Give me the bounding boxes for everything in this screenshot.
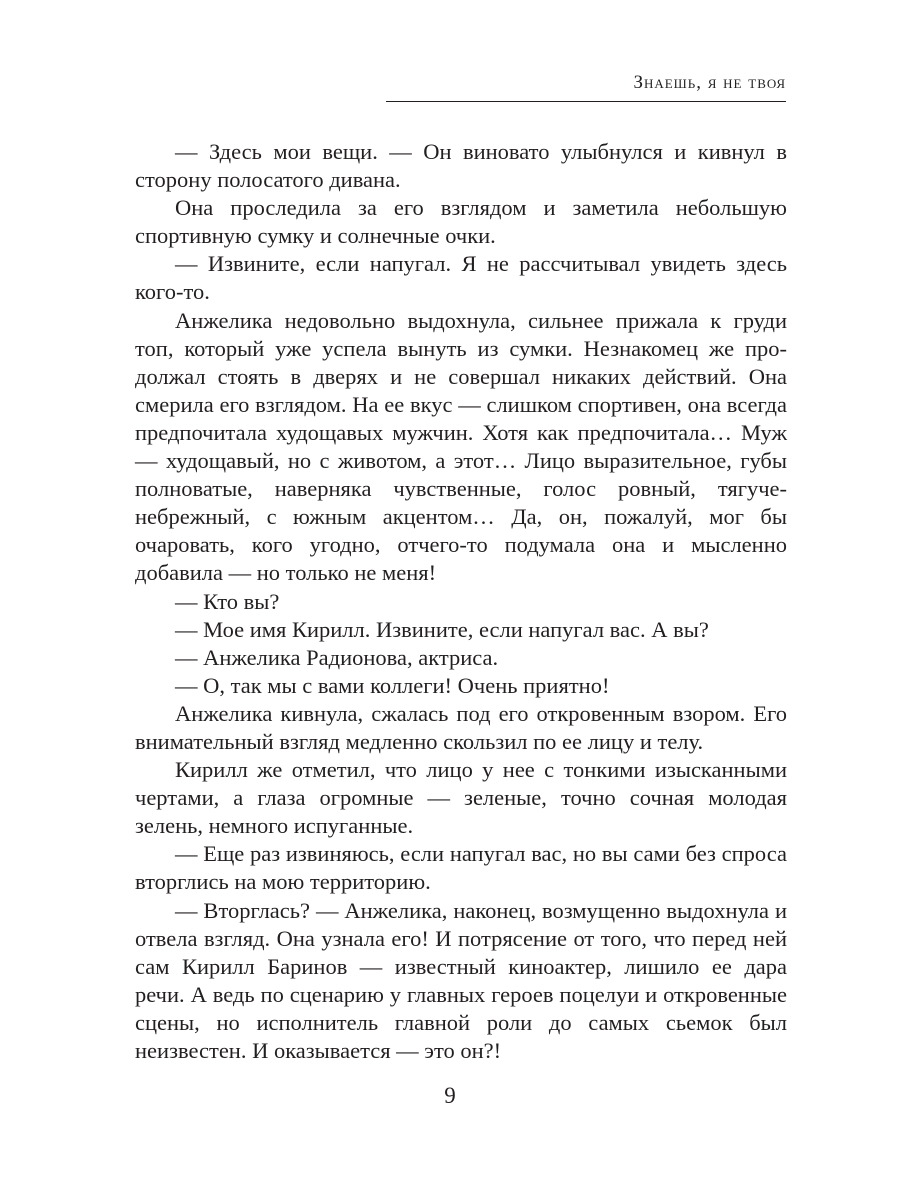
page-number: 9 — [444, 1083, 456, 1108]
paragraph: — Здесь мои вещи. — Он виновато улыбнулся и кивнул в сторону полосатого дивана. — [135, 139, 787, 193]
body-text — [135, 138, 787, 1065]
paragraph: — Еще раз извиняюсь, если напугал вас, но вы сами без спроса вторглись на мою территорию. — [135, 841, 787, 895]
paragraph: — Вторглась? — Анжелика, наконец, возмущенно выдохнула и отвела взгляд. Она узнала его! И потрясение от того, что перед ней сам Кирилл Баринов — известный киноактер, лишило ее дара речи. А ведь по сценарию у главных героев поцелуи и откровенные сцены, но исполнитель главной роли до самых сьемок был неизвестен. И оказывается — это он?! — [135, 897, 787, 1063]
paragraph: Анжелика кивнула, сжалась под его откровенным взором. Его внимательный взгляд медленно скользил по ее лицу и телу. — [135, 700, 787, 754]
paragraph: — О, так мы с вами коллеги! Очень приятно! — [175, 672, 610, 698]
paragraph: — Кто вы? — [175, 588, 280, 614]
running-header: Знаешь, я не твоя — [633, 72, 786, 93]
paragraph: — Анжелика Радионова, актриса. — [175, 644, 499, 670]
paragraph: Анжелика недовольно выдохнула, сильнее прижала к груди топ, который уже успела вынуть из сумки. Незнакомец же продолжал стоять в дверях и не совершал никаких действий. Она смерила его взглядом. На ее вкус — слишком спортивен, она всегда предпочитала худощавых мужчин. Хотя как предпочитала… Муж — худощавый, но с животом, а этот… Лицо выразительное, губы полноватые, наверняка чувственные, голос ровный, тягуче-небрежный, с южным акцентом… Да, он, пожалуй, мог бы очаровать, кого угодно, отчего-то подумала она и мысленно добавила — но только не меня! — [135, 307, 787, 586]
paragraph: — Мое имя Кирилл. Извините, если напугал вас. А вы? — [175, 616, 709, 642]
paragraph: — Извините, если напугал. Я не рассчитывал увидеть здесь кого-то. — [135, 251, 787, 305]
header-rule — [386, 101, 786, 102]
paragraph: Кирилл же отметил, что лицо у нее с тонкими изысканными чертами, а глаза огромные — зеленые, точно сочная молодая зелень, немного испуганные. — [135, 757, 787, 839]
paragraph: Она проследила за его взглядом и заметила небольшую спортивную сумку и солнечные очки. — [135, 195, 787, 249]
